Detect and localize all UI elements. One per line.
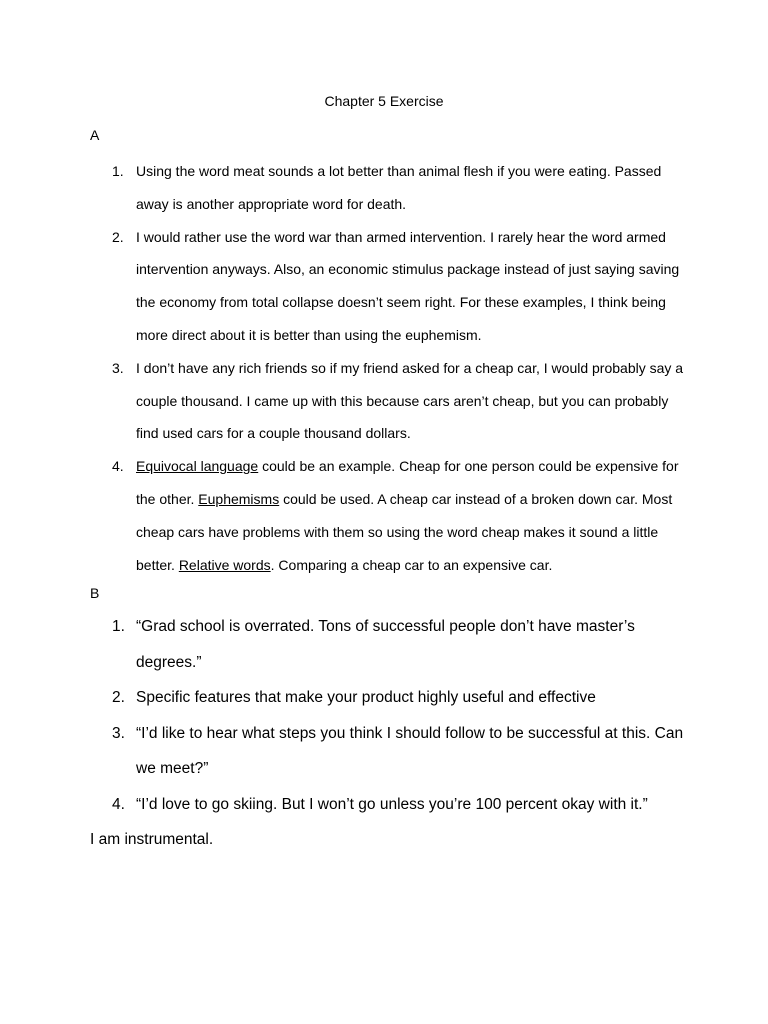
list-item xyxy=(90,221,690,352)
section-b-list xyxy=(90,609,690,822)
list-item-text: “Grad school is overrated. Tons of successful people don’t have master’s degrees.” xyxy=(136,618,635,671)
list-item-number: 1. xyxy=(112,618,125,635)
list-item-text: I would rather use the word war than armed intervention. I rarely hear the word armed intervention anyways. Also, an economic stimulus package instead of just saying saving the economy from total collapse doesn’t seem right. For these examples, I think being more direct about it is better than using the euphemism. xyxy=(136,228,680,343)
underlined-term-relative-words: Relative words xyxy=(178,556,271,573)
document-title: Chapter 5 Exercise xyxy=(324,93,444,109)
list-item xyxy=(90,352,690,450)
list-item-number: 3. xyxy=(112,724,125,742)
list-item xyxy=(90,155,690,221)
section-b-label: B xyxy=(90,585,100,601)
list-item-text: “I’d love to go skiing. But I won’t go unless you’re 100 percent okay with it.” xyxy=(136,795,648,813)
list-item-number: 3. xyxy=(112,359,124,376)
list-item-text: . Comparing a cheap car to an expensive car. xyxy=(270,556,553,573)
section-a-list xyxy=(90,155,690,581)
list-item xyxy=(90,716,690,787)
list-item xyxy=(90,787,690,823)
list-item-text: Specific features that make your product highly useful and effective xyxy=(136,689,596,706)
list-item-text: could be used. A cheap car instead of a broken down car. Most cheap cars have problems with them so using the word cheap makes it sound a little better. xyxy=(136,490,673,573)
list-item-text: could be an example. Cheap for one person could be expensive for the other. xyxy=(136,458,679,507)
underlined-term-euphemisms: Euphemisms xyxy=(198,490,280,507)
list-item-text: “I’d like to hear what steps you think I should follow to be successful at this. Can we meet?” xyxy=(136,724,684,777)
list-item-number: 2. xyxy=(112,228,124,245)
list-item-number: 1. xyxy=(112,163,124,179)
list-item xyxy=(90,680,690,716)
list-item-number: 4. xyxy=(112,795,125,813)
underlined-term-equivocal-language: Equivocal language xyxy=(136,458,259,475)
list-item-text: I don’t have any rich friends so if my friend asked for a cheap car, I would probably say a couple thousand. I came up with this because cars aren’t cheap, but you can probably find used cars for a couple thousand dollars. xyxy=(136,359,684,442)
list-item xyxy=(90,450,690,581)
section-a-label: A xyxy=(90,127,100,143)
list-item-number: 4. xyxy=(112,458,124,475)
list-item-text: Using the word meat sounds a lot better than animal flesh if you were eating. Passed away is another appropriate word for death. xyxy=(136,163,662,212)
list-item xyxy=(90,609,690,680)
closing-statement: I am instrumental. xyxy=(90,831,214,848)
list-item-number: 2. xyxy=(112,689,125,706)
